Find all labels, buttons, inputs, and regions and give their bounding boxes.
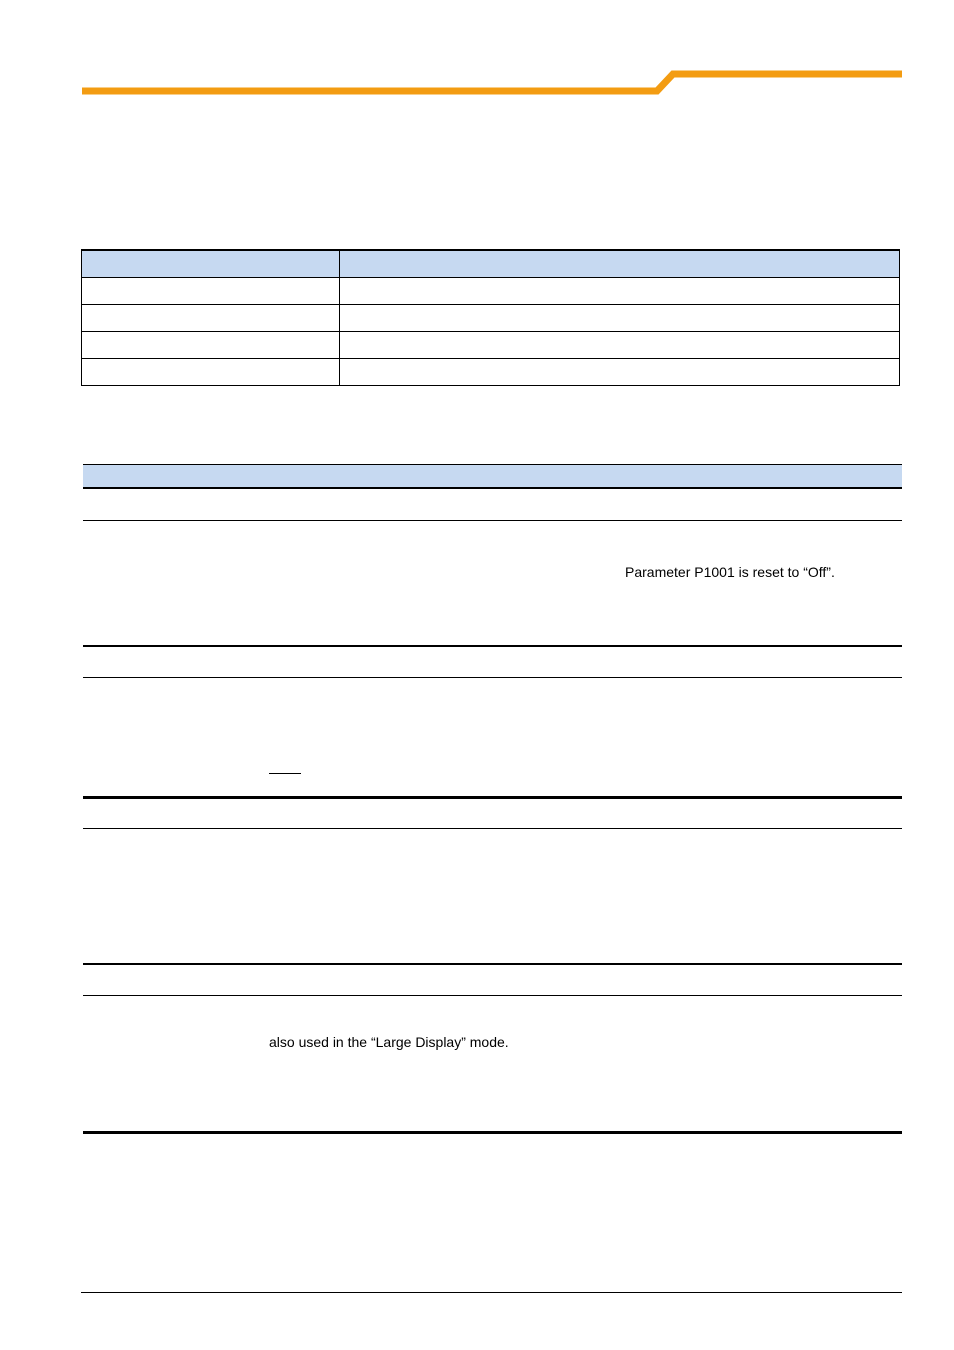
divider xyxy=(83,963,902,965)
header-accent xyxy=(0,0,954,100)
divider xyxy=(83,796,902,799)
table-row xyxy=(82,278,900,305)
table-row xyxy=(82,359,900,386)
table-cell xyxy=(340,305,900,332)
table-row xyxy=(82,305,900,332)
table-header-cell xyxy=(82,250,340,278)
table-cell xyxy=(340,278,900,305)
section-header-bar xyxy=(83,464,902,488)
divider xyxy=(83,828,902,829)
table-cell xyxy=(340,359,900,386)
section-4-text: also used in the “Large Display” mode. xyxy=(269,1034,509,1050)
divider xyxy=(83,677,902,678)
parameter-table xyxy=(81,249,900,386)
section-1-text: Parameter P1001 is reset to “Off”. xyxy=(625,564,835,580)
table-header-cell xyxy=(340,250,900,278)
table-cell xyxy=(340,332,900,359)
divider xyxy=(83,995,902,996)
divider xyxy=(83,645,902,647)
table-cell xyxy=(82,359,340,386)
table-cell xyxy=(82,278,340,305)
table-cell xyxy=(82,332,340,359)
table-cell xyxy=(82,305,340,332)
divider xyxy=(83,487,902,489)
table-header-row xyxy=(82,250,900,278)
table-row xyxy=(82,332,900,359)
underline-mark xyxy=(269,773,301,774)
divider xyxy=(83,1131,902,1134)
divider xyxy=(83,520,902,521)
footer-rule xyxy=(81,1292,902,1293)
